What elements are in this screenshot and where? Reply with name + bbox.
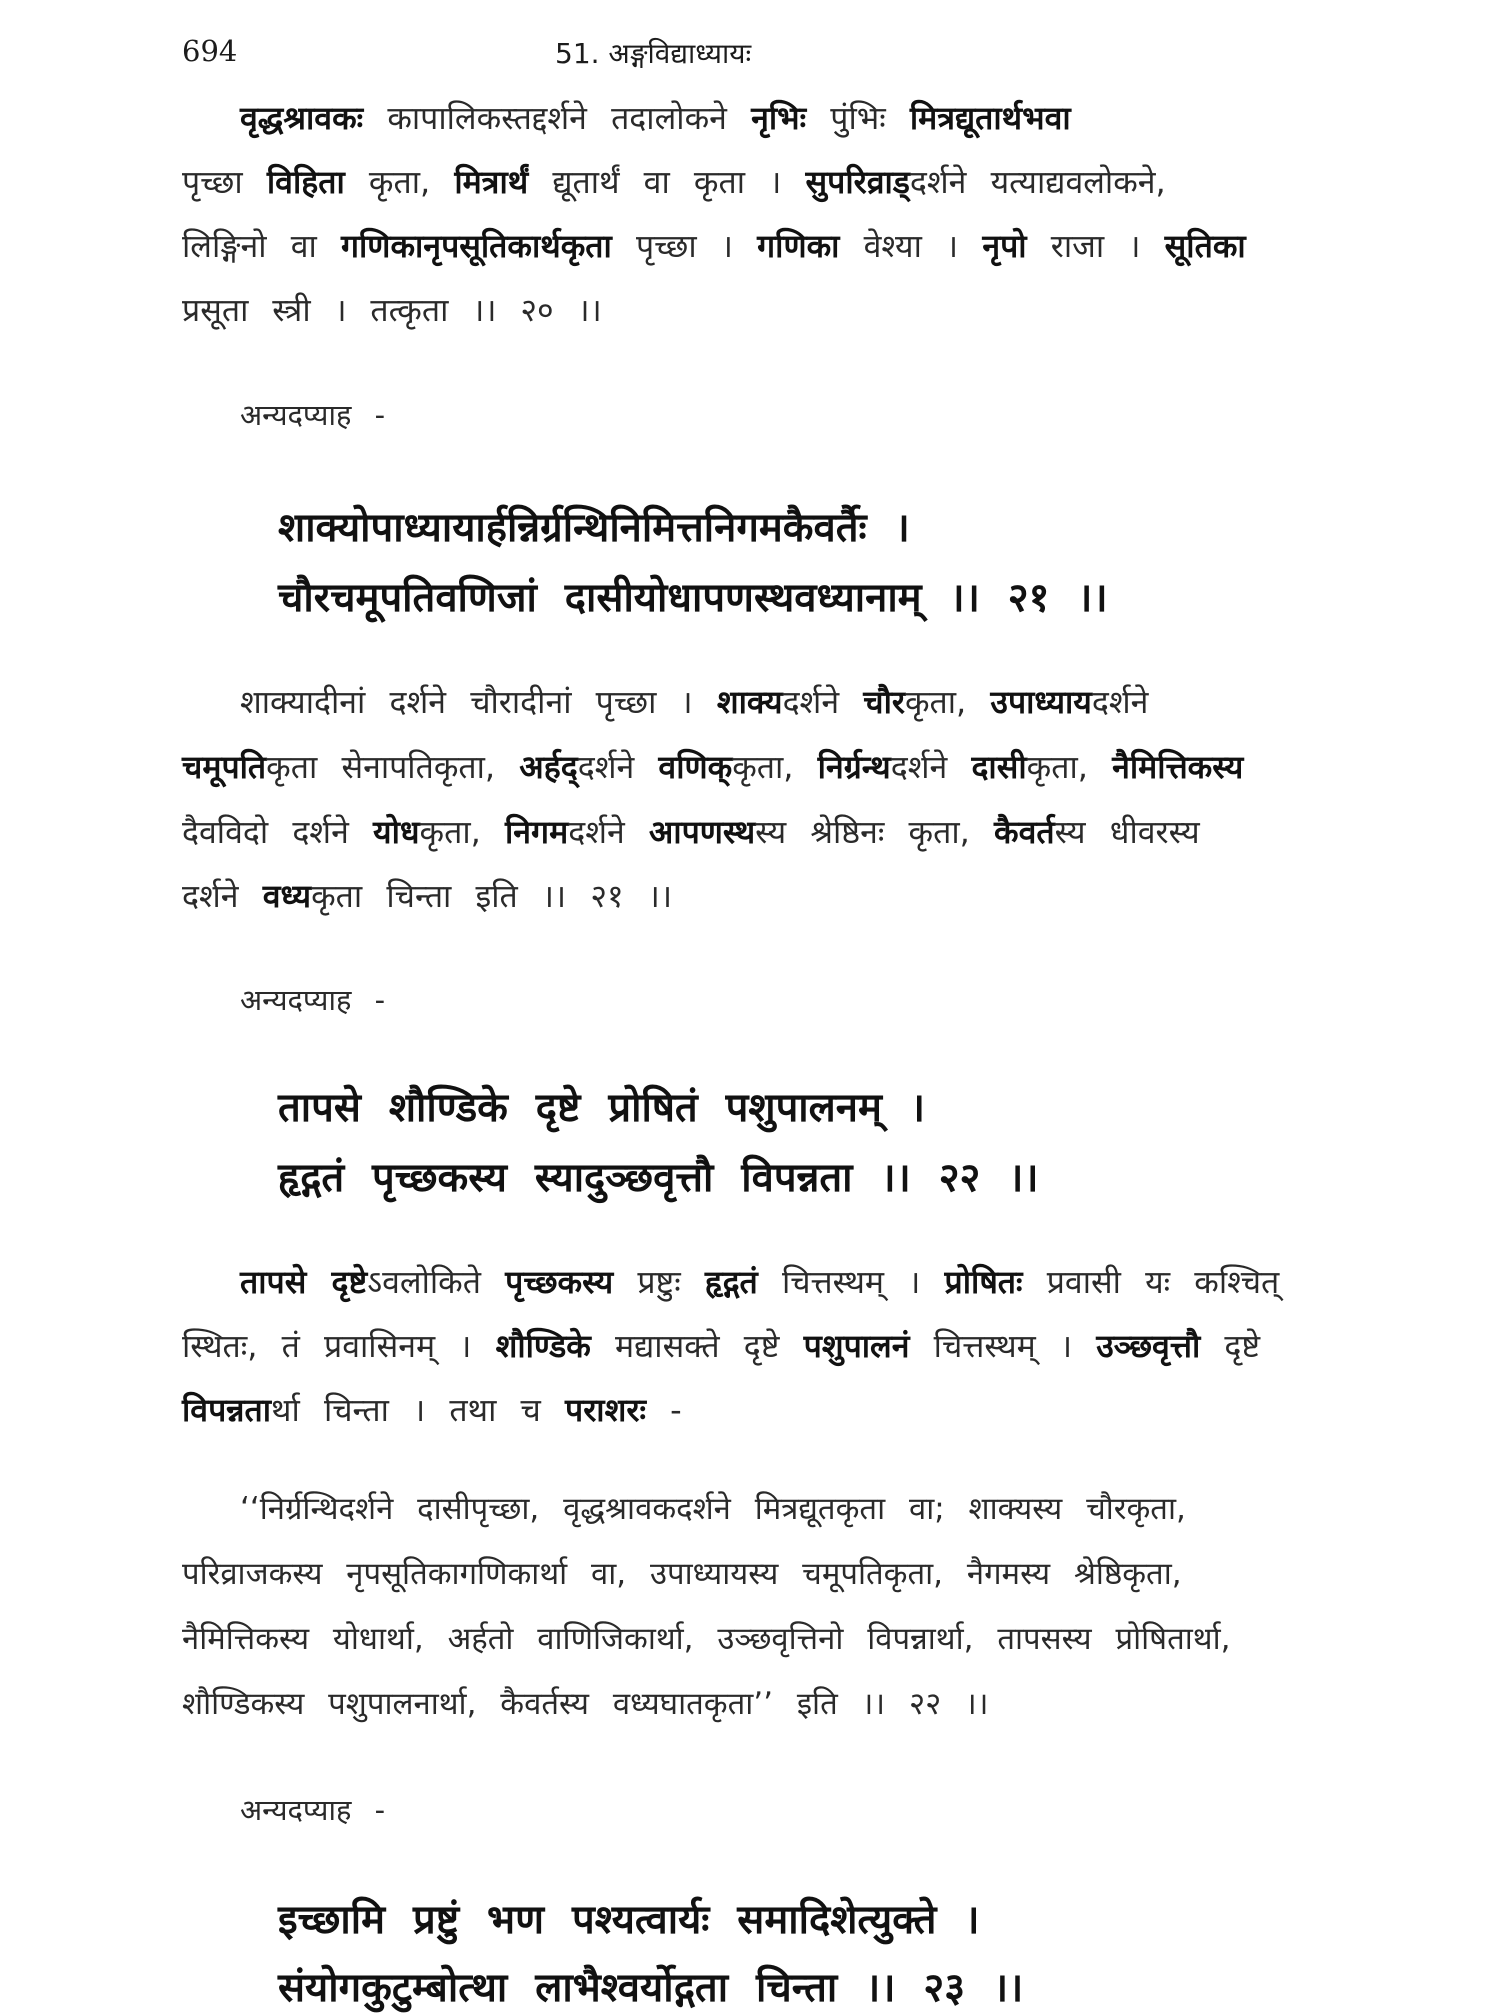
text-line bbox=[182, 874, 672, 917]
text-run: शाक्यादीनां दर्शने चौरादीनां पृच्छा । bbox=[240, 683, 717, 721]
text-run: चित्तस्थम् । bbox=[757, 1263, 945, 1301]
text-run: कृता सेनापतिकृता, bbox=[266, 748, 520, 786]
text-line bbox=[182, 1388, 682, 1431]
text-line bbox=[240, 1487, 1186, 1529]
bold-term: वृद्धश्रावकः bbox=[240, 99, 364, 137]
text-run: कृता, bbox=[732, 748, 818, 786]
text-run: मद्यासक्ते दृष्टे bbox=[590, 1327, 804, 1365]
text-run: ऽवलोकिते bbox=[367, 1263, 506, 1301]
bold-term: प्रोषितः bbox=[944, 1263, 1023, 1301]
bold-term: पृच्छकस्य bbox=[505, 1263, 614, 1301]
text-run: दर्शने bbox=[782, 683, 864, 721]
text-run: दर्शने bbox=[890, 748, 972, 786]
bold-term: विपन्नता bbox=[182, 1391, 272, 1429]
bold-term: चौर bbox=[863, 683, 905, 721]
text-line bbox=[240, 1790, 385, 1829]
bold-term: नृपो bbox=[982, 227, 1027, 265]
text-line bbox=[240, 96, 1071, 139]
bold-term: नैमित्तिकस्य bbox=[1112, 748, 1244, 786]
text-line bbox=[240, 1260, 1279, 1303]
text-run: अन्यदप्याह - bbox=[240, 1793, 386, 1827]
text-run: लिङ्गिनो वा bbox=[182, 227, 341, 265]
bold-term: पशुपालनं bbox=[803, 1327, 910, 1365]
bold-term: मित्रद्यूतार्थभवा bbox=[909, 99, 1071, 137]
text-line bbox=[182, 810, 1200, 853]
text-run: कृता, bbox=[344, 163, 455, 201]
text-run: स्य धीवरस्य bbox=[1054, 813, 1200, 851]
text-run: प्रष्टुः bbox=[613, 1263, 705, 1301]
text-run: कृता, bbox=[1026, 748, 1113, 786]
bold-term: योध bbox=[373, 813, 420, 851]
text-run: दैवविदो दर्शने bbox=[182, 813, 374, 851]
text-run: स्य श्रेष्ठिनः कृता, bbox=[755, 813, 994, 851]
running-head: 51. अङ्गविद्याध्यायः bbox=[555, 37, 752, 70]
text-run: दर्शने bbox=[568, 813, 649, 851]
text-run: स्थितः, तं प्रवासिनम् । bbox=[182, 1327, 496, 1365]
text-line bbox=[278, 1148, 1039, 1203]
text-run: पृच्छा bbox=[182, 163, 267, 201]
bold-term: शौण्डिके bbox=[495, 1327, 591, 1365]
text-run: कृता, bbox=[904, 683, 991, 721]
bold-term: गणिकानृपसूतिकार्थकृता bbox=[341, 227, 612, 265]
bold-term: वणिक् bbox=[658, 748, 733, 786]
text-run: प्रसूता स्त्री । तत्कृता ।। २० ।। bbox=[182, 291, 602, 329]
bold-term: उञ्छवृत्तौ bbox=[1096, 1327, 1201, 1365]
text-line bbox=[182, 1682, 989, 1724]
bold-term: तापसे दृष्टे bbox=[240, 1263, 368, 1301]
bold-term: विहिता bbox=[266, 163, 345, 201]
text-run: कापालिकस्तद्दर्शने तदालोकने bbox=[363, 99, 752, 137]
text-run: हृद्गतं पृच्छकस्य स्यादुञ्छवृत्तौ विपन्नता ।। २२ ।। bbox=[278, 1155, 1039, 1201]
bold-term: मित्रार्थं bbox=[454, 163, 529, 201]
bold-term: नृभिः bbox=[751, 99, 807, 137]
bold-term: सुपरिव्राड् bbox=[805, 163, 910, 201]
text-run: पुंभिः bbox=[806, 99, 910, 137]
text-line bbox=[182, 224, 1246, 267]
text-run: वेश्या । bbox=[839, 227, 983, 265]
text-run: तापसे शौण्डिके दृष्टे प्रोषितं पशुपालनम् । bbox=[278, 1085, 925, 1131]
text-line bbox=[182, 288, 602, 331]
text-run: अन्यदप्याह - bbox=[240, 398, 386, 432]
text-run: कृता, bbox=[419, 813, 505, 851]
text-line bbox=[278, 1890, 980, 1945]
text-run: कृता चिन्ता इति ।। २१ ।। bbox=[311, 877, 673, 915]
text-run: शाक्योपाध्यायार्हन्निर्ग्रन्थिनिमित्तनिगमकैवर्तैः । bbox=[278, 505, 910, 551]
text-run: दर्शने bbox=[1091, 683, 1149, 721]
bold-term: निर्ग्रन्थ bbox=[817, 748, 891, 786]
bold-term: उपाध्याय bbox=[990, 683, 1092, 721]
text-run: ‘‘निर्ग्रन्थिदर्शने दासीपृच्छा, वृद्धश्रावकदर्शने मित्रद्यूतकृता वा; शाक्यस्य चौरकृता, bbox=[240, 1491, 1186, 1527]
text-line bbox=[182, 1324, 1260, 1367]
text-run: - bbox=[645, 1391, 682, 1429]
text-line bbox=[182, 160, 1166, 203]
text-line bbox=[278, 1078, 925, 1133]
text-run: शौण्डिकस्य पशुपालनार्था, कैवर्तस्य वध्यघातकृता’’ इति ।। २२ ।। bbox=[182, 1686, 989, 1722]
text-line bbox=[240, 980, 385, 1019]
bold-term: दासी bbox=[971, 748, 1027, 786]
text-line bbox=[240, 680, 1148, 723]
text-run: प्रवासी यः कश्चित् bbox=[1022, 1263, 1280, 1301]
text-run: दर्शने bbox=[577, 748, 659, 786]
bold-term: कैवर्त bbox=[994, 813, 1055, 851]
text-run: नैमित्तिकस्य योधार्था, अर्हतो वाणिजिकार्था, उञ्छवृत्तिनो विपन्नार्था, तापसस्य प्रोषितार्था, bbox=[182, 1621, 1231, 1657]
text-line bbox=[278, 568, 1108, 623]
text-run: दृष्टे bbox=[1200, 1327, 1261, 1365]
text-run: पृच्छा । bbox=[611, 227, 758, 265]
text-run: चौरचमूपतिवणिजां दासीयोधापणस्थवध्यानाम् ।। २१ ।। bbox=[278, 575, 1108, 621]
text-run: चित्तस्थम् । bbox=[909, 1327, 1097, 1365]
bold-term: सूतिका bbox=[1164, 227, 1246, 265]
page-number: 694 bbox=[182, 34, 238, 68]
text-run: दर्शने यत्याद्यवलोकने, bbox=[909, 163, 1166, 201]
text-run: द्यूतार्थं वा कृता । bbox=[528, 163, 806, 201]
bold-term: अर्हद् bbox=[519, 748, 578, 786]
text-run: परिव्राजकस्य नृपसूतिकागणिकार्था वा, उपाध्यायस्य चमूपतिकृता, नैगमस्य श्रेष्ठिकृता, bbox=[182, 1556, 1182, 1592]
text-line bbox=[182, 1552, 1182, 1594]
text-run: इच्छामि प्रष्टुं भण पश्यत्वार्यः समादिशेत्युक्ते । bbox=[278, 1897, 980, 1943]
bold-term: चमूपति bbox=[182, 748, 267, 786]
text-run: राजा । bbox=[1026, 227, 1165, 265]
text-run: दर्शने bbox=[182, 877, 263, 915]
text-line bbox=[240, 395, 385, 434]
text-line bbox=[182, 745, 1243, 788]
text-run: र्था चिन्ता । तथा च bbox=[271, 1391, 566, 1429]
bold-term: आपणस्थ bbox=[648, 813, 756, 851]
bold-term: शाक्य bbox=[716, 683, 783, 721]
text-run: संयोगकुटुम्बोत्था लाभैश्वर्योद्गता चिन्ता ।। २३ ।। bbox=[278, 1965, 1024, 2011]
text-run: अन्यदप्याह - bbox=[240, 983, 386, 1017]
bold-term: पराशरः bbox=[565, 1391, 646, 1429]
bold-term: वध्य bbox=[262, 877, 312, 915]
text-line bbox=[182, 1617, 1230, 1659]
bold-term: निगम bbox=[505, 813, 569, 851]
bold-term: गणिका bbox=[757, 227, 840, 265]
bold-term: हृद्गतं bbox=[704, 1263, 758, 1301]
text-line bbox=[278, 1958, 1023, 2013]
text-line bbox=[278, 498, 910, 553]
